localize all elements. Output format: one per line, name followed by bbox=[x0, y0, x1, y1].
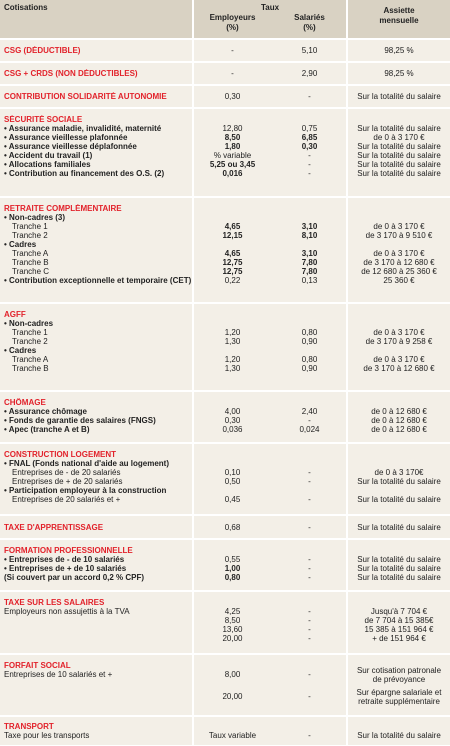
table-cell: Employeurs non assujettis à la TVA bbox=[4, 607, 130, 616]
table-cell: Tranche 2 bbox=[12, 231, 48, 240]
table-cell: - bbox=[308, 523, 311, 532]
table-cell: 4,65 bbox=[224, 222, 241, 231]
table-cell bbox=[194, 459, 271, 468]
table-cell: - bbox=[308, 670, 311, 679]
table-cell: 1,30 bbox=[224, 337, 241, 346]
table-cell: 0,10 bbox=[224, 468, 241, 477]
table-cell: Sur la totalité du salaire bbox=[357, 495, 441, 504]
table-cell: de prévoyance bbox=[372, 675, 426, 684]
table-cell: Entreprises de + de 20 salariés bbox=[12, 477, 123, 486]
table-cell: - bbox=[308, 416, 311, 425]
table-header: Cotisations Taux Employeurs (%) Salariés (%) Assiette mensuelle bbox=[0, 0, 450, 38]
table-cell: de 0 à 12 680 € bbox=[371, 425, 427, 434]
table-cell: de 3 170 à 12 680 € bbox=[363, 258, 435, 267]
table-cell: 12,75 bbox=[222, 258, 243, 267]
table-cell: CONSTRUCTION LOGEMENT bbox=[4, 450, 116, 459]
table-cell bbox=[348, 240, 450, 249]
table-cell bbox=[194, 213, 271, 222]
section-chomage bbox=[0, 390, 450, 442]
table-cell: 0,75 bbox=[301, 124, 318, 133]
table-cell: 8,00 bbox=[224, 670, 241, 679]
table-cell: • Entreprises de + de 10 salariés bbox=[4, 564, 127, 573]
table-cell: Sur la totalité du salaire bbox=[357, 169, 441, 178]
table-cell: FORFAIT SOCIAL bbox=[4, 661, 71, 670]
section-transport bbox=[0, 715, 450, 745]
table-cell bbox=[194, 240, 271, 249]
table-cell: Jusqu'à 7 704 € bbox=[370, 607, 428, 616]
table-cell: 8,50 bbox=[224, 133, 241, 142]
table-cell: • Assurance maladie, invalidité, maternité bbox=[4, 124, 162, 133]
table-cell: Sur la totalité du salaire bbox=[357, 142, 441, 151]
table-cell: Sur la totalité du salaire bbox=[357, 523, 441, 532]
table-cell: de 12 680 à 25 360 € bbox=[361, 267, 437, 276]
section-crds bbox=[0, 61, 450, 84]
table-cell bbox=[194, 346, 271, 355]
section-csg bbox=[0, 38, 450, 61]
table-cell: de 3 170 à 9 510 € bbox=[365, 231, 433, 240]
table-cell: - bbox=[308, 607, 311, 616]
table-cell: • Apec (tranche A et B) bbox=[4, 425, 90, 434]
table-cell: Entreprises de 20 salariés et + bbox=[12, 495, 121, 504]
table-cell: 98,25 % bbox=[384, 69, 414, 78]
table-cell: - bbox=[308, 564, 311, 573]
table-cell bbox=[271, 346, 348, 355]
table-cell: 1,80 bbox=[224, 142, 241, 151]
table-cell: • Contribution exceptionnelle et temporaire (CET) bbox=[4, 276, 192, 285]
table-cell: 5,25 ou 3,45 bbox=[209, 160, 256, 169]
table-cell: de 3 170 à 12 680 € bbox=[363, 364, 435, 373]
header-assiette: Assiette bbox=[383, 6, 415, 15]
table-cell: 0,90 bbox=[301, 337, 318, 346]
header-employeurs: Employeurs bbox=[209, 13, 256, 22]
table-cell: TAXE D'APPRENTISSAGE bbox=[4, 523, 104, 532]
table-cell: 0,50 bbox=[224, 477, 241, 486]
table-cell: • Assurance chômage bbox=[4, 407, 87, 416]
table-cell: 2,90 bbox=[301, 69, 318, 78]
table-cell bbox=[348, 459, 450, 468]
table-cell: (Si couvert par un accord 0,2 % CPF) bbox=[4, 573, 145, 582]
table-cell: 0,80 bbox=[224, 573, 241, 582]
table-cell: Sur épargne salariale et bbox=[356, 688, 442, 697]
section-csa bbox=[0, 84, 450, 107]
table-cell: de 0 à 3 170 € bbox=[373, 328, 425, 337]
table-cell: de 0 à 3 170 € bbox=[373, 222, 425, 231]
table-cell: Tranche 1 bbox=[12, 222, 48, 231]
header-salaries: Salariés bbox=[294, 13, 325, 22]
table-cell: • Contribution au financement des O.S. (2) bbox=[4, 169, 165, 178]
table-cell: Tranche A bbox=[12, 249, 49, 258]
table-cell: 0,30 bbox=[224, 416, 241, 425]
table-cell: • Participation employeur à la construction bbox=[4, 486, 167, 495]
table-cell bbox=[348, 319, 450, 328]
table-cell: 20,00 bbox=[222, 692, 243, 701]
table-cell: TRANSPORT bbox=[4, 722, 54, 731]
table-cell: 12,75 bbox=[222, 267, 243, 276]
section-taxe-salaires bbox=[0, 590, 450, 653]
table-cell: Tranche A bbox=[12, 355, 49, 364]
section-securite-sociale bbox=[0, 107, 450, 196]
table-cell: - bbox=[308, 468, 311, 477]
section-apprentissage bbox=[0, 514, 450, 538]
table-cell: 1,00 bbox=[224, 564, 241, 573]
table-cell: - bbox=[308, 616, 311, 625]
table-cell: 4,25 bbox=[224, 607, 241, 616]
table-cell: • FNAL (Fonds national d'aide au logement) bbox=[4, 459, 170, 468]
table-cell: 0,55 bbox=[224, 555, 241, 564]
table-cell: • Non-cadres (3) bbox=[4, 213, 66, 222]
table-cell: 0,22 bbox=[224, 276, 241, 285]
table-cell: - bbox=[231, 46, 234, 55]
table-cell: - bbox=[308, 625, 311, 634]
table-cell: 4,65 bbox=[224, 249, 241, 258]
table-cell: + de 151 964 € bbox=[372, 634, 426, 643]
table-cell: 2,40 bbox=[301, 407, 318, 416]
table-cell: de 0 à 3 170 € bbox=[373, 133, 425, 142]
table-cell: Tranche B bbox=[12, 364, 49, 373]
table-cell: 0,90 bbox=[301, 364, 318, 373]
table-cell: 4,00 bbox=[224, 407, 241, 416]
table-cell: Sur la totalité du salaire bbox=[357, 731, 441, 740]
table-cell: de 7 704 à 15 385€ bbox=[364, 616, 434, 625]
table-cell: • Accident du travail (1) bbox=[4, 151, 93, 160]
table-cell: 3,10 bbox=[301, 222, 318, 231]
table-cell: Tranche 2 bbox=[12, 337, 48, 346]
header-cotisations: Cotisations bbox=[4, 3, 48, 12]
table-cell: • Cadres bbox=[4, 346, 37, 355]
table-cell: - bbox=[308, 692, 311, 701]
table-cell: Sur la totalité du salaire bbox=[357, 151, 441, 160]
table-cell bbox=[271, 319, 348, 328]
table-cell: - bbox=[308, 92, 311, 101]
table-cell: Sur la totalité du salaire bbox=[357, 564, 441, 573]
table-cell: CHÔMAGE bbox=[4, 398, 46, 407]
table-cell: SÉCURITÉ SOCIALE bbox=[4, 115, 83, 124]
table-cell: 25 360 € bbox=[383, 276, 415, 285]
table-cell: 5,10 bbox=[301, 46, 318, 55]
table-cell: Sur la totalité du salaire bbox=[357, 160, 441, 169]
table-cell: de 0 à 12 680 € bbox=[371, 407, 427, 416]
table-cell: - bbox=[308, 160, 311, 169]
table-cell: - bbox=[308, 477, 311, 486]
table-cell bbox=[271, 486, 348, 495]
table-cell: de 3 170 à 9 258 € bbox=[365, 337, 433, 346]
table-cell: - bbox=[308, 573, 311, 582]
table-cell: 7,80 bbox=[301, 258, 318, 267]
table-cell: FORMATION PROFESSIONNELLE bbox=[4, 546, 133, 555]
section-agff bbox=[0, 302, 450, 390]
table-cell: RETRAITE COMPLÉMENTAIRE bbox=[4, 204, 122, 213]
table-cell: Sur la totalité du salaire bbox=[357, 124, 441, 133]
table-cell: de 0 à 3 170 € bbox=[373, 355, 425, 364]
table-cell: % variable bbox=[213, 151, 252, 160]
table-cell: 0,30 bbox=[224, 92, 241, 101]
section-retraite bbox=[0, 196, 450, 302]
table-cell: 0,80 bbox=[301, 355, 318, 364]
table-cell: 0,30 bbox=[301, 142, 318, 151]
table-cell: - bbox=[308, 169, 311, 178]
table-cell bbox=[194, 319, 271, 328]
table-cell: 1,20 bbox=[224, 355, 241, 364]
table-cell: Sur la totalité du salaire bbox=[357, 477, 441, 486]
table-cell: Tranche C bbox=[12, 267, 50, 276]
table-cell: 12,15 bbox=[222, 231, 243, 240]
table-cell: 8,50 bbox=[224, 616, 241, 625]
table-cell: • Assurance vieillesse plafonnée bbox=[4, 133, 128, 142]
table-cell: Taxe pour les transports bbox=[4, 731, 90, 740]
table-cell: Tranche 1 bbox=[12, 328, 48, 337]
table-cell: 1,30 bbox=[224, 364, 241, 373]
table-cell: - bbox=[308, 731, 311, 740]
table-cell: 1,20 bbox=[224, 328, 241, 337]
table-cell: 0,036 bbox=[222, 425, 243, 434]
table-cell: CSG (DÉDUCTIBLE) bbox=[4, 46, 81, 55]
table-cell: 8,10 bbox=[301, 231, 318, 240]
table-cell: 0,68 bbox=[224, 523, 241, 532]
table-cell: Entreprises de - de 20 salariés bbox=[12, 468, 121, 477]
table-cell: 20,00 bbox=[222, 634, 243, 643]
table-cell bbox=[348, 213, 450, 222]
table-cell bbox=[348, 486, 450, 495]
table-cell: 0,45 bbox=[224, 495, 241, 504]
table-cell: Sur cotisation patronale bbox=[356, 666, 442, 675]
table-cell: 15 385 à 151 964 € bbox=[364, 625, 434, 634]
table-cell: • Entreprises de - de 10 salariés bbox=[4, 555, 125, 564]
table-cell: AGFF bbox=[4, 310, 26, 319]
table-cell bbox=[271, 213, 348, 222]
table-cell: 12,80 bbox=[222, 124, 243, 133]
table-cell: 13,60 bbox=[222, 625, 243, 634]
table-cell: 7,80 bbox=[301, 267, 318, 276]
table-cell: 98,25 % bbox=[384, 46, 414, 55]
section-forfait-social bbox=[0, 653, 450, 715]
table-cell: retraite supplémentaire bbox=[358, 697, 440, 706]
table-cell: de 0 à 3 170€ bbox=[374, 468, 424, 477]
table-cell: 0,80 bbox=[301, 328, 318, 337]
table-cell: - bbox=[231, 69, 234, 78]
section-formation bbox=[0, 538, 450, 590]
table-cell: TAXE SUR LES SALAIRES bbox=[4, 598, 105, 607]
table-cell bbox=[194, 486, 271, 495]
table-cell: Taux variable bbox=[208, 731, 257, 740]
table-cell: de 0 à 12 680 € bbox=[371, 416, 427, 425]
table-cell: - bbox=[308, 634, 311, 643]
table-cell: • Non-cadres bbox=[4, 319, 54, 328]
table-cell: Sur la totalité du salaire bbox=[357, 92, 441, 101]
table-cell: • Allocations familiales bbox=[4, 160, 91, 169]
table-cell: 6,85 bbox=[301, 133, 318, 142]
table-cell: - bbox=[308, 495, 311, 504]
table-cell: de 0 à 3 170 € bbox=[373, 249, 425, 258]
table-cell: CSG + CRDS (NON DÉDUCTIBLES) bbox=[4, 69, 138, 78]
table-cell: • Cadres bbox=[4, 240, 37, 249]
table-cell: - bbox=[308, 555, 311, 564]
table-cell: CONTRIBUTION SOLIDARITÉ AUTONOMIE bbox=[4, 92, 167, 101]
table-cell: - bbox=[308, 151, 311, 160]
table-cell bbox=[271, 459, 348, 468]
table-cell: 3,10 bbox=[301, 249, 318, 258]
table-cell bbox=[271, 240, 348, 249]
table-cell: Tranche B bbox=[12, 258, 49, 267]
table-cell: Sur la totalité du salaire bbox=[357, 573, 441, 582]
table-cell bbox=[348, 346, 450, 355]
table-cell: Sur la totalité du salaire bbox=[357, 555, 441, 564]
table-cell: 0,016 bbox=[222, 169, 243, 178]
header-taux: Taux bbox=[260, 3, 280, 12]
section-construction bbox=[0, 442, 450, 514]
table-cell: • Fonds de garantie des salaires (FNGS) bbox=[4, 416, 156, 425]
table-cell: 0,024 bbox=[299, 425, 320, 434]
table-cell: 0,13 bbox=[301, 276, 318, 285]
table-cell: • Assurance vieillesse déplafonnée bbox=[4, 142, 137, 151]
table-cell: Entreprises de 10 salariés et + bbox=[4, 670, 113, 679]
